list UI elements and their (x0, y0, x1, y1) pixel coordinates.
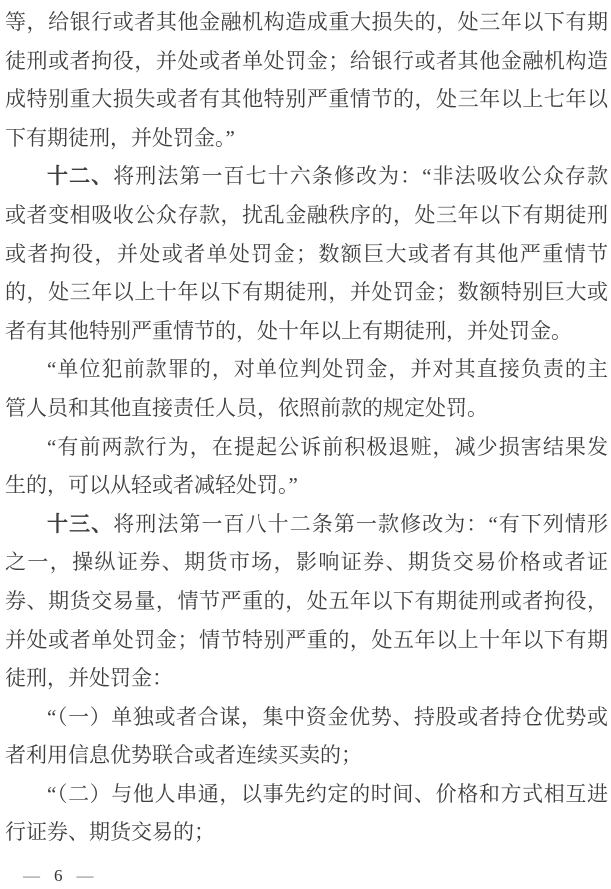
text-line (5, 659, 608, 698)
text-line (5, 582, 608, 621)
line-text: 者利用信息优势联合或者连续买卖的； (5, 743, 362, 768)
text-line (5, 80, 608, 119)
text-line (5, 235, 608, 274)
text-line (5, 813, 608, 852)
text-line (5, 621, 608, 660)
line-text: 将刑法第一百七十六条修改为：“非法吸收公众存款 (113, 164, 608, 189)
line-text: 徒刑，并处罚金： (5, 666, 173, 691)
line-text: 徒刑或者拘役，并处或者单处罚金；给银行或者其他金融机构造 (5, 48, 608, 73)
line-text: 行证券、期货交易的； (5, 820, 215, 845)
text-line (5, 42, 608, 81)
text-line-item-1 (5, 698, 608, 737)
text-line-article-12 (5, 157, 608, 196)
line-text: 之一，操纵证券、期货市场，影响证券、期货交易价格或者证 (5, 550, 608, 575)
footer-dash-right: — (76, 866, 94, 886)
text-line (5, 196, 608, 235)
line-text: 并处或者单处罚金；情节特别严重的，处五年以上十年以下有期 (5, 627, 608, 652)
text-line-item-2 (5, 775, 608, 814)
text-line (5, 543, 608, 582)
line-text: 的，处三年以上十年以下有期徒刑，并处罚金；数额特别巨大或 (5, 280, 608, 305)
line-text: “有前两款行为，在提起公诉前积极退赃，减少损害结果发 (47, 434, 608, 459)
text-line-article-13 (5, 505, 608, 544)
line-text: 生的，可以从轻或者减轻处罚。” (5, 473, 298, 498)
line-text: “单位犯前款罪的，对单位判处罚金，并对其直接负责的主 (47, 357, 608, 382)
line-text: 或者拘役，并处或者单处罚金；数额巨大或者有其他严重情节 (5, 241, 608, 266)
page-number: 6 (54, 866, 63, 886)
line-text: “（二）与他人串通，以事先约定的时间、价格和方式相互进 (47, 781, 608, 806)
text-line (5, 3, 608, 42)
line-text: 成特别重大损失或者有其他特别严重情节的，处三年以上七年以 (5, 87, 608, 112)
line-text: 管人员和其他直接责任人员，依照前款的规定处罚。 (5, 395, 488, 420)
text-line (5, 119, 608, 158)
line-text: 下有期徒刑，并处罚金。” (5, 125, 235, 150)
page-footer (23, 865, 611, 887)
article-number: 十二、 (47, 164, 114, 189)
line-text: 将刑法第一百八十二条第一款修改为：“有下列情形 (113, 511, 608, 536)
footer-dash-left: — (23, 866, 40, 886)
text-line (5, 736, 608, 775)
text-line (5, 389, 608, 428)
article-number: 十三、 (47, 511, 114, 536)
line-text: 或者变相吸收公众存款，扰乱金融秩序的，处三年以下有期徒刑 (5, 202, 608, 227)
text-line (5, 312, 608, 351)
text-line (5, 428, 608, 467)
text-line (5, 350, 608, 389)
text-line (5, 466, 608, 505)
text-line (5, 273, 608, 312)
line-text: 者有其他特别严重情节的，处十年以上有期徒刑，并处罚金。 (5, 318, 572, 343)
line-text: 券、期货交易量，情节严重的，处五年以下有期徒刑或者拘役， (5, 588, 608, 613)
line-text: “（一）单独或者合谋，集中资金优势、持股或者持仓优势或 (47, 704, 608, 729)
line-text: 等，给银行或者其他金融机构造成重大损失的，处三年以下有期 (5, 10, 608, 34)
